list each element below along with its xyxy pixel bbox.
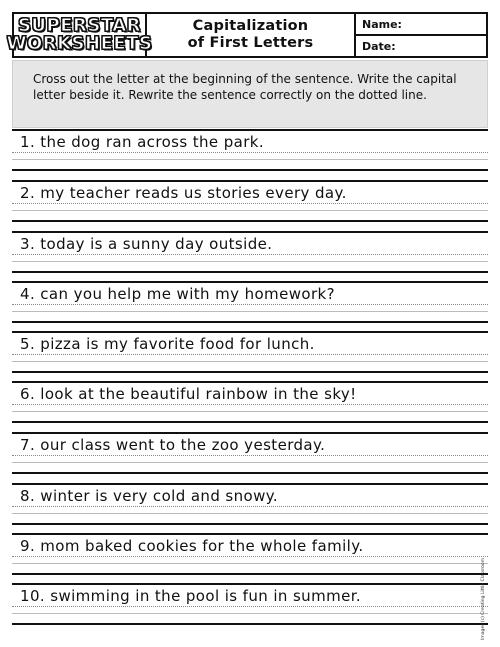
writing-line <box>12 203 488 204</box>
date-label: Date: <box>362 39 396 53</box>
sentence-text: 9. mom baked cookies for the whole family. <box>20 537 364 555</box>
sentence-item-5[interactable] <box>12 331 488 373</box>
sentence-item-7[interactable] <box>12 432 488 474</box>
sentence-item-1[interactable] <box>12 129 488 171</box>
logo-line-2: WORKSHEETS <box>6 33 153 54</box>
guide-line <box>12 311 488 312</box>
sentence-item-9[interactable] <box>12 533 488 575</box>
title-line-2: of First Letters <box>187 35 314 51</box>
name-label: Name: <box>362 17 402 31</box>
guide-line <box>12 159 488 160</box>
guide-line <box>12 613 488 614</box>
writing-line <box>12 606 488 607</box>
guide-line <box>12 210 488 211</box>
sentence-text: 2. my teacher reads us stories every day. <box>20 184 347 202</box>
sentence-item-2[interactable] <box>12 180 488 222</box>
sentence-item-4[interactable] <box>12 281 488 323</box>
guide-line <box>12 361 488 362</box>
writing-line <box>12 304 488 305</box>
instructions-box: Cross out the letter at the beginning of the sentence. Write the capital letter beside it. Rewrite the sentence correctly on the dotted line. <box>12 60 488 128</box>
writing-line <box>12 152 488 153</box>
sentence-text: 10. swimming in the pool is fun in summer. <box>20 587 362 605</box>
superstar-worksheets-logo <box>6 14 153 56</box>
copyright-note <box>481 540 491 640</box>
sentence-text: 7. our class went to the zoo yesterday. <box>20 436 326 454</box>
sentence-text: 5. pizza is my favorite food for lunch. <box>20 335 315 353</box>
writing-line <box>12 455 488 456</box>
copyright-text: Images (c) Creating Little Classroom <box>481 557 486 640</box>
guide-line <box>12 462 488 463</box>
guide-line <box>12 411 488 412</box>
writing-line <box>12 254 488 255</box>
writing-line <box>12 506 488 507</box>
guide-line <box>12 513 488 514</box>
logo-line-1: SUPERSTAR <box>17 15 142 36</box>
writing-line <box>12 556 488 557</box>
sentence-item-3[interactable] <box>12 231 488 273</box>
sentence-item-10[interactable] <box>12 583 488 625</box>
sentence-item-6[interactable] <box>12 381 488 423</box>
name-field[interactable] <box>356 14 486 36</box>
sentence-item-8[interactable] <box>12 483 488 525</box>
sentence-text: 6. look at the beautiful rainbow in the sky! <box>20 385 357 403</box>
title-line-1: Capitalization <box>192 18 309 34</box>
worksheet-title <box>147 14 356 56</box>
writing-line <box>12 354 488 355</box>
worksheet-header <box>6 12 488 58</box>
sentence-text: 1. the dog ran across the park. <box>20 133 265 151</box>
date-field[interactable] <box>356 36 486 56</box>
guide-line <box>12 261 488 262</box>
sentence-text: 3. today is a sunny day outside. <box>20 235 273 253</box>
name-date-box <box>356 14 486 56</box>
guide-line <box>12 563 488 564</box>
sentence-text: 8. winter is very cold and snowy. <box>20 487 279 505</box>
writing-line <box>12 404 488 405</box>
sentence-text: 4. can you help me with my homework? <box>20 285 335 303</box>
